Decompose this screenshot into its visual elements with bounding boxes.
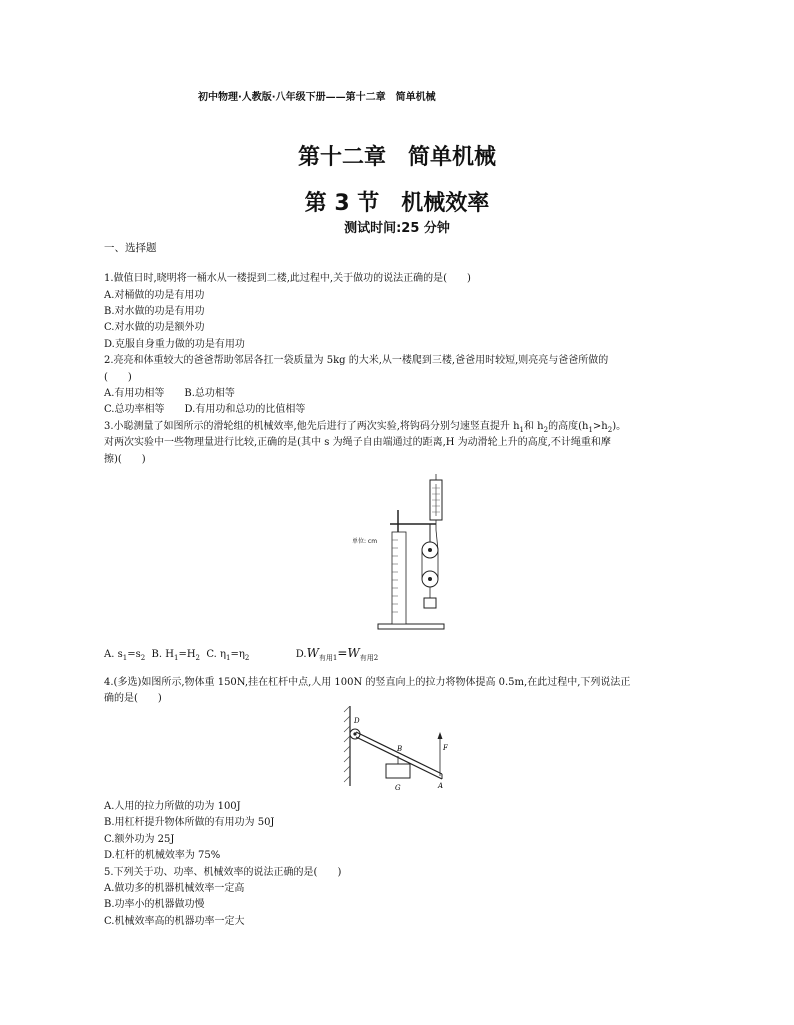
q1-stem: 1.做值日时,晓明将一桶水从一楼提到二楼,此过程中,关于做功的说法正确的是( ) xyxy=(104,273,471,284)
q4-option-d: D.杠杆的机械效率为 75% xyxy=(104,850,221,861)
q2-options-ab: A.有用功相等 B.总功相等 xyxy=(104,388,235,399)
fig-label-g: G xyxy=(395,784,401,792)
page-header-breadcrumb: 初中物理·人教版·八年级下册——第十二章 简单机械 xyxy=(198,92,436,103)
section-heading: 一、选择题 xyxy=(104,242,157,254)
q3-stem-line1: 3.小聪测量了如图所示的滑轮组的机械效率,他先后进行了两次实验,将钩码分别匀速竖直提升 $h_1$和 $h_2$的高度$(h_1>h_2)$。 xyxy=(104,421,627,434)
q3-figure-unit-label: 单位: cm xyxy=(352,538,378,545)
q4-option-a: A.人用的拉力所做的功为 100J xyxy=(104,801,241,812)
fig-label-a: A xyxy=(438,782,444,790)
q2-stem-line1: 2.亮亮和体重较大的爸爸帮助邻居各扛一袋质量为 5kg 的大米,从一楼爬到三楼,爸爸用时较短,则亮亮与爸爸所做的 xyxy=(104,355,609,366)
fig-label-b: B xyxy=(397,745,403,753)
q1-option-a: A.对桶做的功是有用功 xyxy=(104,290,205,301)
q2-options-cd: C.总功率相等 D.有用功和总功的比值相等 xyxy=(104,404,306,415)
section-title: 第 3 节 机械效率 xyxy=(304,191,490,216)
q3-stem-line2: 对两次实验中一些物理量进行比较,正确的是(其中 s 为绳子自由端通过的距离,H 为动滑轮上升的高度,不计绳重和摩 xyxy=(104,437,611,448)
fig-label-d: D xyxy=(354,717,360,725)
q1-option-c: C.对水做的功是额外功 xyxy=(104,322,205,333)
q4-stem-line1: 4.(多选)如图所示,物体重 150N,挂在杠杆中点,人用 100N 的竖直向上的拉力将物体提高 0.5m,在此过程中,下列说法正 xyxy=(104,677,631,688)
chapter-title: 第十二章 简单机械 xyxy=(297,145,496,170)
q4-lever-figure xyxy=(342,706,462,796)
q5-option-a: A.做功多的机器机械效率一定高 xyxy=(104,883,245,894)
q4-option-c: C.额外功为 25J xyxy=(104,834,175,845)
q4-stem-line2: 确的是( ) xyxy=(104,693,162,704)
q1-option-d: D.克服自身重力做的功是有用功 xyxy=(104,339,245,350)
q5-option-c: C.机械效率高的机器功率一定大 xyxy=(104,916,245,927)
q3-stem-line3: 擦)( ) xyxy=(104,454,146,465)
q3-options: A. $s_1=s_2$ B. $H_1=H_2$ C. $\eta_1=\eta_2$ $D.W_{有用1}=W_{有用2}$ xyxy=(104,646,379,662)
fig-label-f: F xyxy=(443,744,448,752)
q3-pulley-figure xyxy=(370,474,460,634)
q5-option-b: B.功率小的机器做功慢 xyxy=(104,899,205,910)
q4-option-b: B.用杠杆提升物体所做的有用功为 50J xyxy=(104,817,275,828)
q2-stem-line2: ( ) xyxy=(104,372,132,383)
q1-option-b: B.对水做的功是有用功 xyxy=(104,306,205,317)
test-time: 测试时间:25 分钟 xyxy=(344,221,450,236)
q5-stem: 5.下列关于功、功率、机械效率的说法正确的是( ) xyxy=(104,867,342,878)
